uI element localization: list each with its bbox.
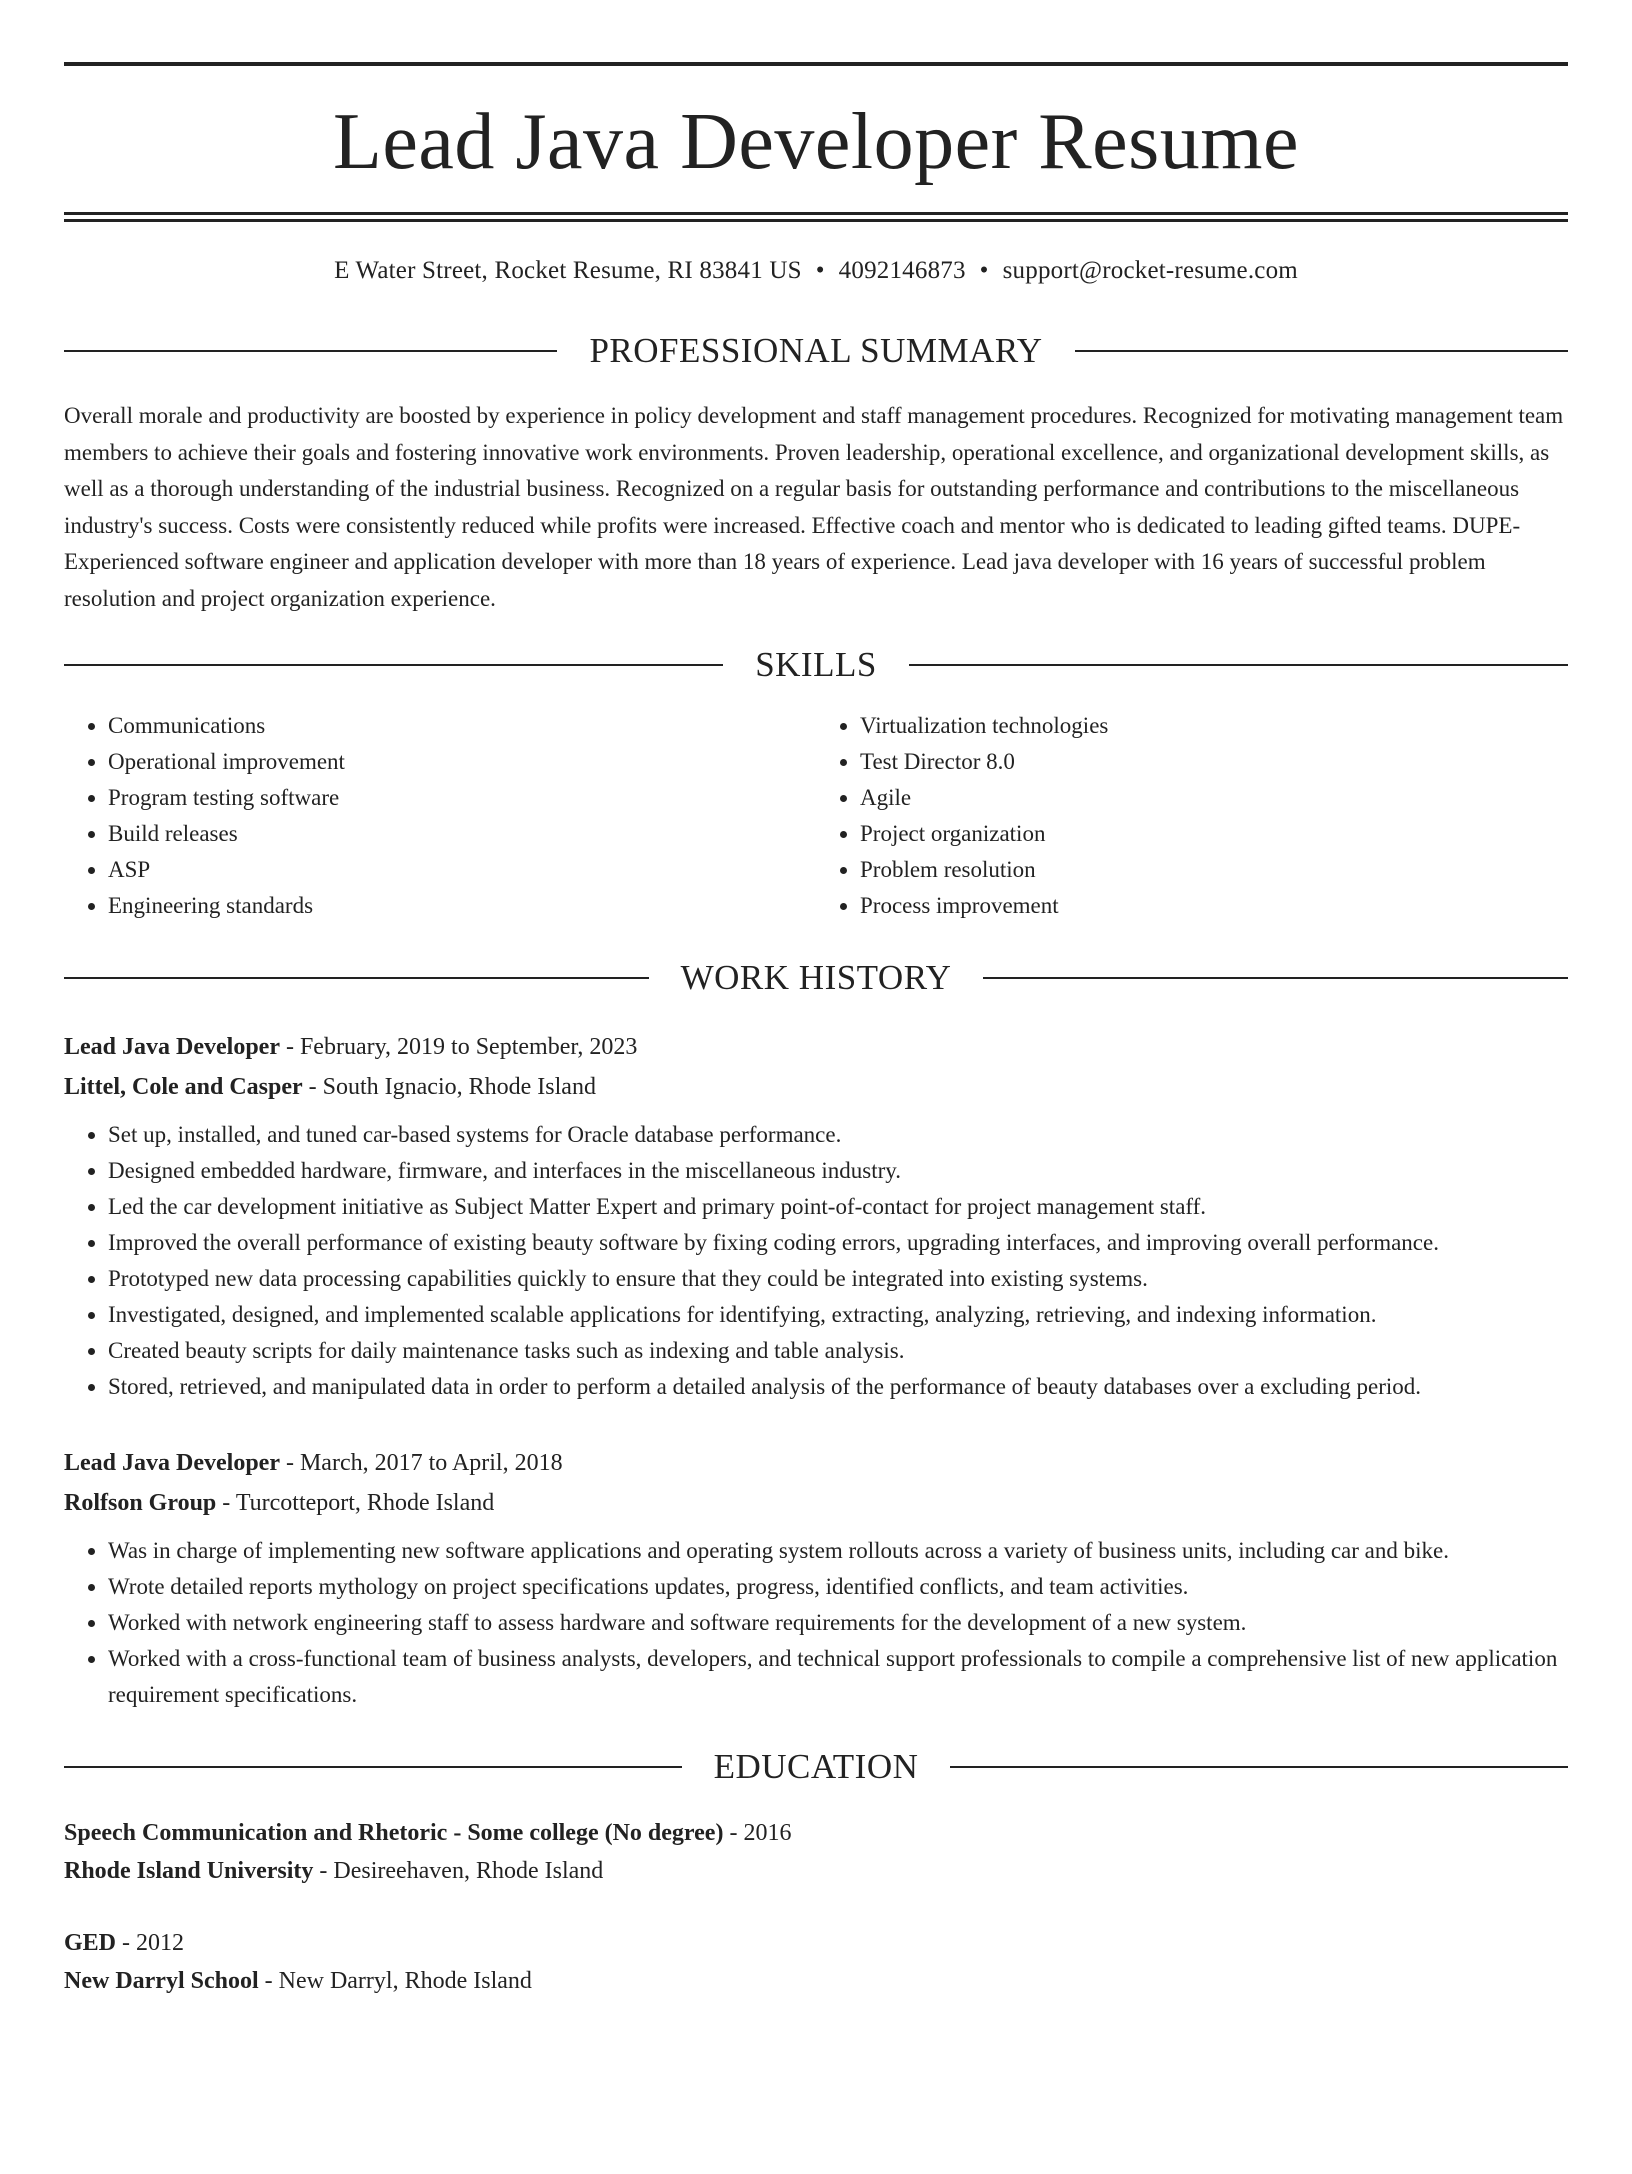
job-bullet: • Created beauty scripts for daily maintenance tasks such as indexing and table analysis.	[108, 1333, 1568, 1369]
job-bullet: • Was in charge of implementing new software applications and operating system rollouts across a variety of business units, including car and bike.	[108, 1533, 1568, 1569]
skills-column-right	[816, 708, 1568, 924]
heading-rule	[950, 1766, 1568, 1768]
heading-rule	[909, 664, 1568, 666]
education-year: - 2012	[122, 1930, 185, 1956]
heading-rule	[64, 1766, 682, 1768]
job-company: Rolfson Group	[64, 1490, 217, 1516]
job-bullet: • Designed embedded hardware, firmware, and interfaces in the miscellaneous industry.	[108, 1153, 1568, 1189]
summary-text: Overall morale and productivity are boosted by experience in policy development and staff management procedures. Recognized for motivating management team members to achieve their goals and fostering innovative work environments. Proven leadership, operational excellence, and organizational development skills, as well as a thorough understanding of the industrial business. Recognized on a regular basis for outstanding performance and contributions to the miscellaneous industry's success. Costs were consistently reduced while profits were increased. Effective coach and mentor who is dedicated to leading gifted teams. DUPE- Experienced software engineer and application developer with more than 18 years of experience. Lead java developer with 16 years of successful problem resolution and project organization experience.	[64, 403, 1564, 611]
contact-separator: •	[815, 257, 825, 284]
resume-title: Lead Java Developer Resume	[333, 98, 1299, 186]
job-bullet: • Worked with a cross-functional team of business analysts, developers, and technical support professionals to compile a comprehensive list of new application requirement specifications.	[108, 1641, 1568, 1713]
job-title-line	[64, 1027, 1568, 1067]
job-company-line	[64, 1483, 1568, 1523]
contact-email: support@rocket-resume.com	[1002, 257, 1298, 284]
skill-item: • Communications	[108, 708, 816, 744]
skill-item: • Project organization	[860, 816, 1568, 852]
resume-page	[0, 62, 1632, 2174]
summary-heading	[64, 333, 1568, 368]
education-school: New Darryl School	[64, 1968, 259, 1994]
skills-heading-label: SKILLS	[755, 645, 877, 684]
education-degree: GED	[64, 1930, 117, 1956]
education-heading-label: EDUCATION	[713, 1747, 919, 1786]
skills-column-left	[64, 708, 816, 924]
skill-item: • Test Director 8.0	[860, 744, 1568, 780]
top-rule	[64, 62, 1568, 66]
job-title: Lead Java Developer	[64, 1450, 280, 1476]
job-bullet: • Worked with network engineering staff to assess hardware and software requirements for the development of a new system.	[108, 1605, 1568, 1641]
skill-item: • ASP	[108, 852, 816, 888]
skill-item: • Engineering standards	[108, 888, 816, 924]
skill-item: • Process improvement	[860, 888, 1568, 924]
education-entry	[64, 1814, 1568, 1890]
education-degree-line	[64, 1924, 1568, 1962]
job-bullet: • Investigated, designed, and implemented scalable applications for identifying, extracting, analyzing, retrieving, and indexing information.	[108, 1297, 1568, 1333]
job-bullets	[64, 1117, 1568, 1405]
job-title-line	[64, 1443, 1568, 1483]
title-double-rule	[64, 212, 1568, 222]
job-bullet: • Stored, retrieved, and manipulated data in order to perform a detailed analysis of the performance of beauty databases over a excluding period.	[108, 1369, 1568, 1405]
job-bullet: • Wrote detailed reports mythology on project specifications updates, progress, identified conflicts, and team activities.	[108, 1569, 1568, 1605]
contact-address: E Water Street, Rocket Resume, RI 83841 US	[334, 257, 802, 284]
skills-heading	[64, 647, 1568, 682]
education-year: - 2016	[729, 1820, 792, 1846]
skill-item: • Operational improvement	[108, 744, 816, 780]
job-title: Lead Java Developer	[64, 1034, 280, 1060]
heading-rule	[64, 350, 557, 352]
education-school-line	[64, 1852, 1568, 1890]
contact-separator: •	[979, 257, 989, 284]
job-dates: - February, 2019 to September, 2023	[285, 1034, 638, 1060]
education-entry	[64, 1924, 1568, 2000]
job-bullet: • Set up, installed, and tuned car-based systems for Oracle database performance.	[108, 1117, 1568, 1153]
job-entry	[64, 1027, 1568, 1405]
summary-heading-label: PROFESSIONAL SUMMARY	[589, 331, 1043, 370]
job-company-line	[64, 1067, 1568, 1107]
job-bullets	[64, 1533, 1568, 1713]
education-location: - New Darryl, Rhode Island	[264, 1968, 532, 1994]
heading-rule	[64, 664, 723, 666]
contact-phone: 4092146873	[838, 257, 966, 284]
heading-rule	[64, 977, 649, 979]
job-location: - South Ignacio, Rhode Island	[308, 1074, 596, 1100]
job-bullet: • Improved the overall performance of existing beauty software by fixing coding errors, upgrading interfaces, and improving overall performance.	[108, 1225, 1568, 1261]
education-school-line	[64, 1962, 1568, 2000]
work-history-heading-label: WORK HISTORY	[680, 958, 952, 997]
education-degree: Speech Communication and Rhetoric - Some college (No degree)	[64, 1820, 724, 1846]
education-degree-line	[64, 1814, 1568, 1852]
skill-item: • Problem resolution	[860, 852, 1568, 888]
skill-item: • Virtualization technologies	[860, 708, 1568, 744]
skill-item: • Agile	[860, 780, 1568, 816]
heading-rule	[1075, 350, 1568, 352]
job-bullet: • Led the car development initiative as Subject Matter Expert and primary point-of-contact for project management staff.	[108, 1189, 1568, 1225]
job-bullet: • Prototyped new data processing capabilities quickly to ensure that they could be integrated into existing systems.	[108, 1261, 1568, 1297]
skill-item: • Build releases	[108, 816, 816, 852]
heading-rule	[983, 977, 1568, 979]
job-entry	[64, 1443, 1568, 1713]
education-school: Rhode Island University	[64, 1858, 314, 1884]
education-location: - Desireehaven, Rhode Island	[319, 1858, 604, 1884]
job-company: Littel, Cole and Casper	[64, 1074, 303, 1100]
skills-list	[64, 708, 1568, 924]
contact-line	[64, 258, 1568, 283]
job-dates: - March, 2017 to April, 2018	[285, 1450, 563, 1476]
education-heading	[64, 1749, 1568, 1784]
work-history-heading	[64, 960, 1568, 995]
job-location: - Turcotteport, Rhode Island	[222, 1490, 495, 1516]
skill-item: • Program testing software	[108, 780, 816, 816]
